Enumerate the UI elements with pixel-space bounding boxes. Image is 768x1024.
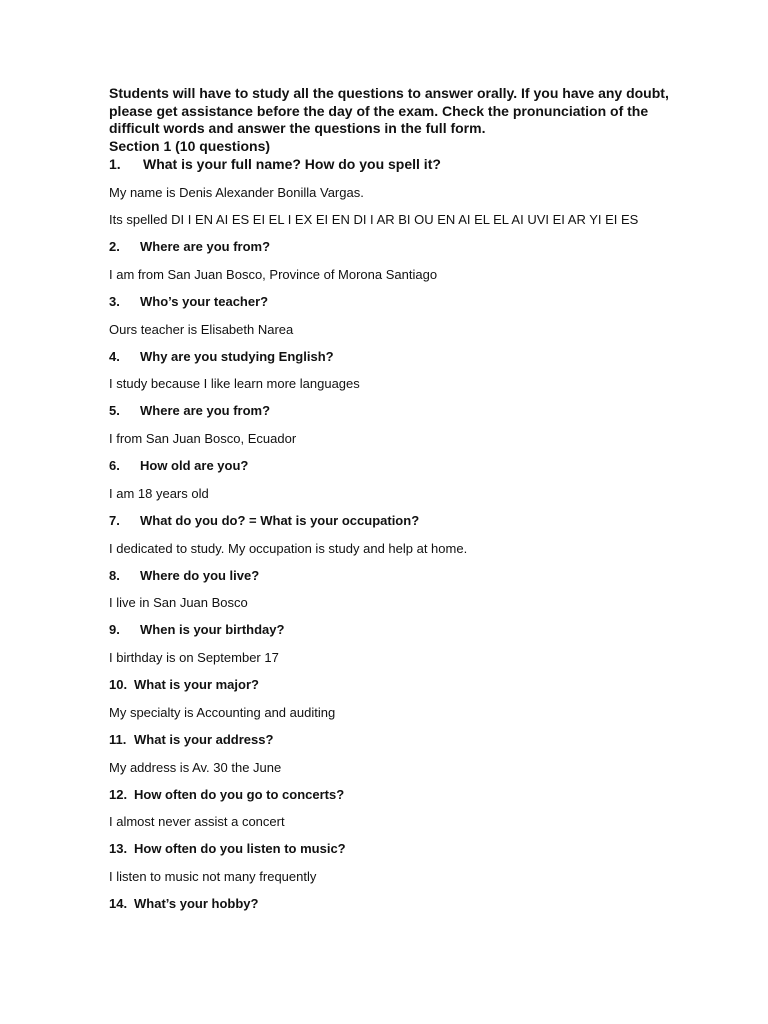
question-8 bbox=[109, 568, 259, 584]
answer-7: I dedicated to study. My occupation is study and help at home. bbox=[109, 541, 468, 556]
question-text: What is your full name? How do you spell it? bbox=[143, 156, 441, 172]
answer-1-line-2: Its spelled DI I EN AI ES EI EL I EX EI EN DI I AR BI OU EN AI EL EL AI UVI EI AR YI EI ES bbox=[109, 212, 639, 227]
answer-5: I from San Juan Bosco, Ecuador bbox=[109, 431, 297, 446]
question-5 bbox=[109, 403, 270, 419]
question-text: Who’s your teacher? bbox=[140, 294, 269, 309]
question-13 bbox=[109, 841, 346, 857]
question-4 bbox=[109, 349, 334, 365]
question-number: 7. bbox=[109, 513, 120, 528]
question-number: 13. bbox=[109, 841, 128, 856]
answer-3: Ours teacher is Elisabeth Narea bbox=[109, 322, 294, 337]
instructions-text: Students will have to study all the questions to answer orally. If you have any doubt, please get assistance before the day of the exam. Check the pronunciation of the difficult words and answer the questions in the full form. bbox=[109, 85, 669, 136]
question-number: 10. bbox=[109, 677, 128, 692]
question-14 bbox=[109, 896, 258, 912]
question-1 bbox=[109, 156, 441, 172]
question-text: What is your major? bbox=[134, 677, 259, 692]
question-number: 9. bbox=[109, 622, 120, 637]
answer-2: I am from San Juan Bosco, Province of Morona Santiago bbox=[109, 267, 438, 282]
answer-4: I study because I like learn more languages bbox=[109, 376, 360, 391]
answer-8: I live in San Juan Bosco bbox=[109, 595, 248, 610]
question-11 bbox=[109, 732, 273, 748]
question-12 bbox=[109, 787, 344, 803]
question-text: How old are you? bbox=[140, 458, 249, 473]
answer-13: I listen to music not many frequently bbox=[109, 869, 317, 884]
instructions-paragraph bbox=[109, 85, 669, 138]
answer-10: My specialty is Accounting and auditing bbox=[109, 705, 336, 720]
section-title: Section 1 (10 questions) bbox=[109, 138, 271, 154]
question-text: Where do you live? bbox=[140, 568, 260, 583]
question-number: 6. bbox=[109, 458, 120, 473]
question-text: How often do you go to concerts? bbox=[134, 787, 345, 802]
question-text: What is your address? bbox=[134, 732, 274, 747]
question-number: 1. bbox=[109, 156, 121, 172]
question-text: Why are you studying English? bbox=[140, 349, 334, 364]
question-6 bbox=[109, 458, 248, 474]
answer-11: My address is Av. 30 the June bbox=[109, 760, 282, 775]
answer-1-line-1: My name is Denis Alexander Bonilla Vargas. bbox=[109, 185, 364, 200]
question-9 bbox=[109, 622, 284, 638]
question-number: 2. bbox=[109, 239, 120, 254]
question-text: How often do you listen to music? bbox=[134, 841, 346, 856]
question-number: 12. bbox=[109, 787, 128, 802]
question-number: 11. bbox=[109, 732, 127, 747]
question-2 bbox=[109, 239, 270, 255]
answer-6: I am 18 years old bbox=[109, 486, 209, 501]
question-number: 5. bbox=[109, 403, 120, 418]
question-text: Where are you from? bbox=[140, 403, 271, 418]
question-number: 8. bbox=[109, 568, 120, 583]
question-number: 3. bbox=[109, 294, 120, 309]
question-7 bbox=[109, 513, 419, 529]
question-number: 4. bbox=[109, 349, 120, 364]
answer-9: I birthday is on September 17 bbox=[109, 650, 279, 665]
answer-12: I almost never assist a concert bbox=[109, 814, 285, 829]
question-3 bbox=[109, 294, 268, 310]
question-10 bbox=[109, 677, 259, 693]
question-text: When is your birthday? bbox=[140, 622, 285, 637]
question-text: What do you do? = What is your occupation? bbox=[140, 513, 420, 528]
question-number: 14. bbox=[109, 896, 128, 911]
question-text: Where are you from? bbox=[140, 239, 271, 254]
question-text: What’s your hobby? bbox=[134, 896, 259, 911]
